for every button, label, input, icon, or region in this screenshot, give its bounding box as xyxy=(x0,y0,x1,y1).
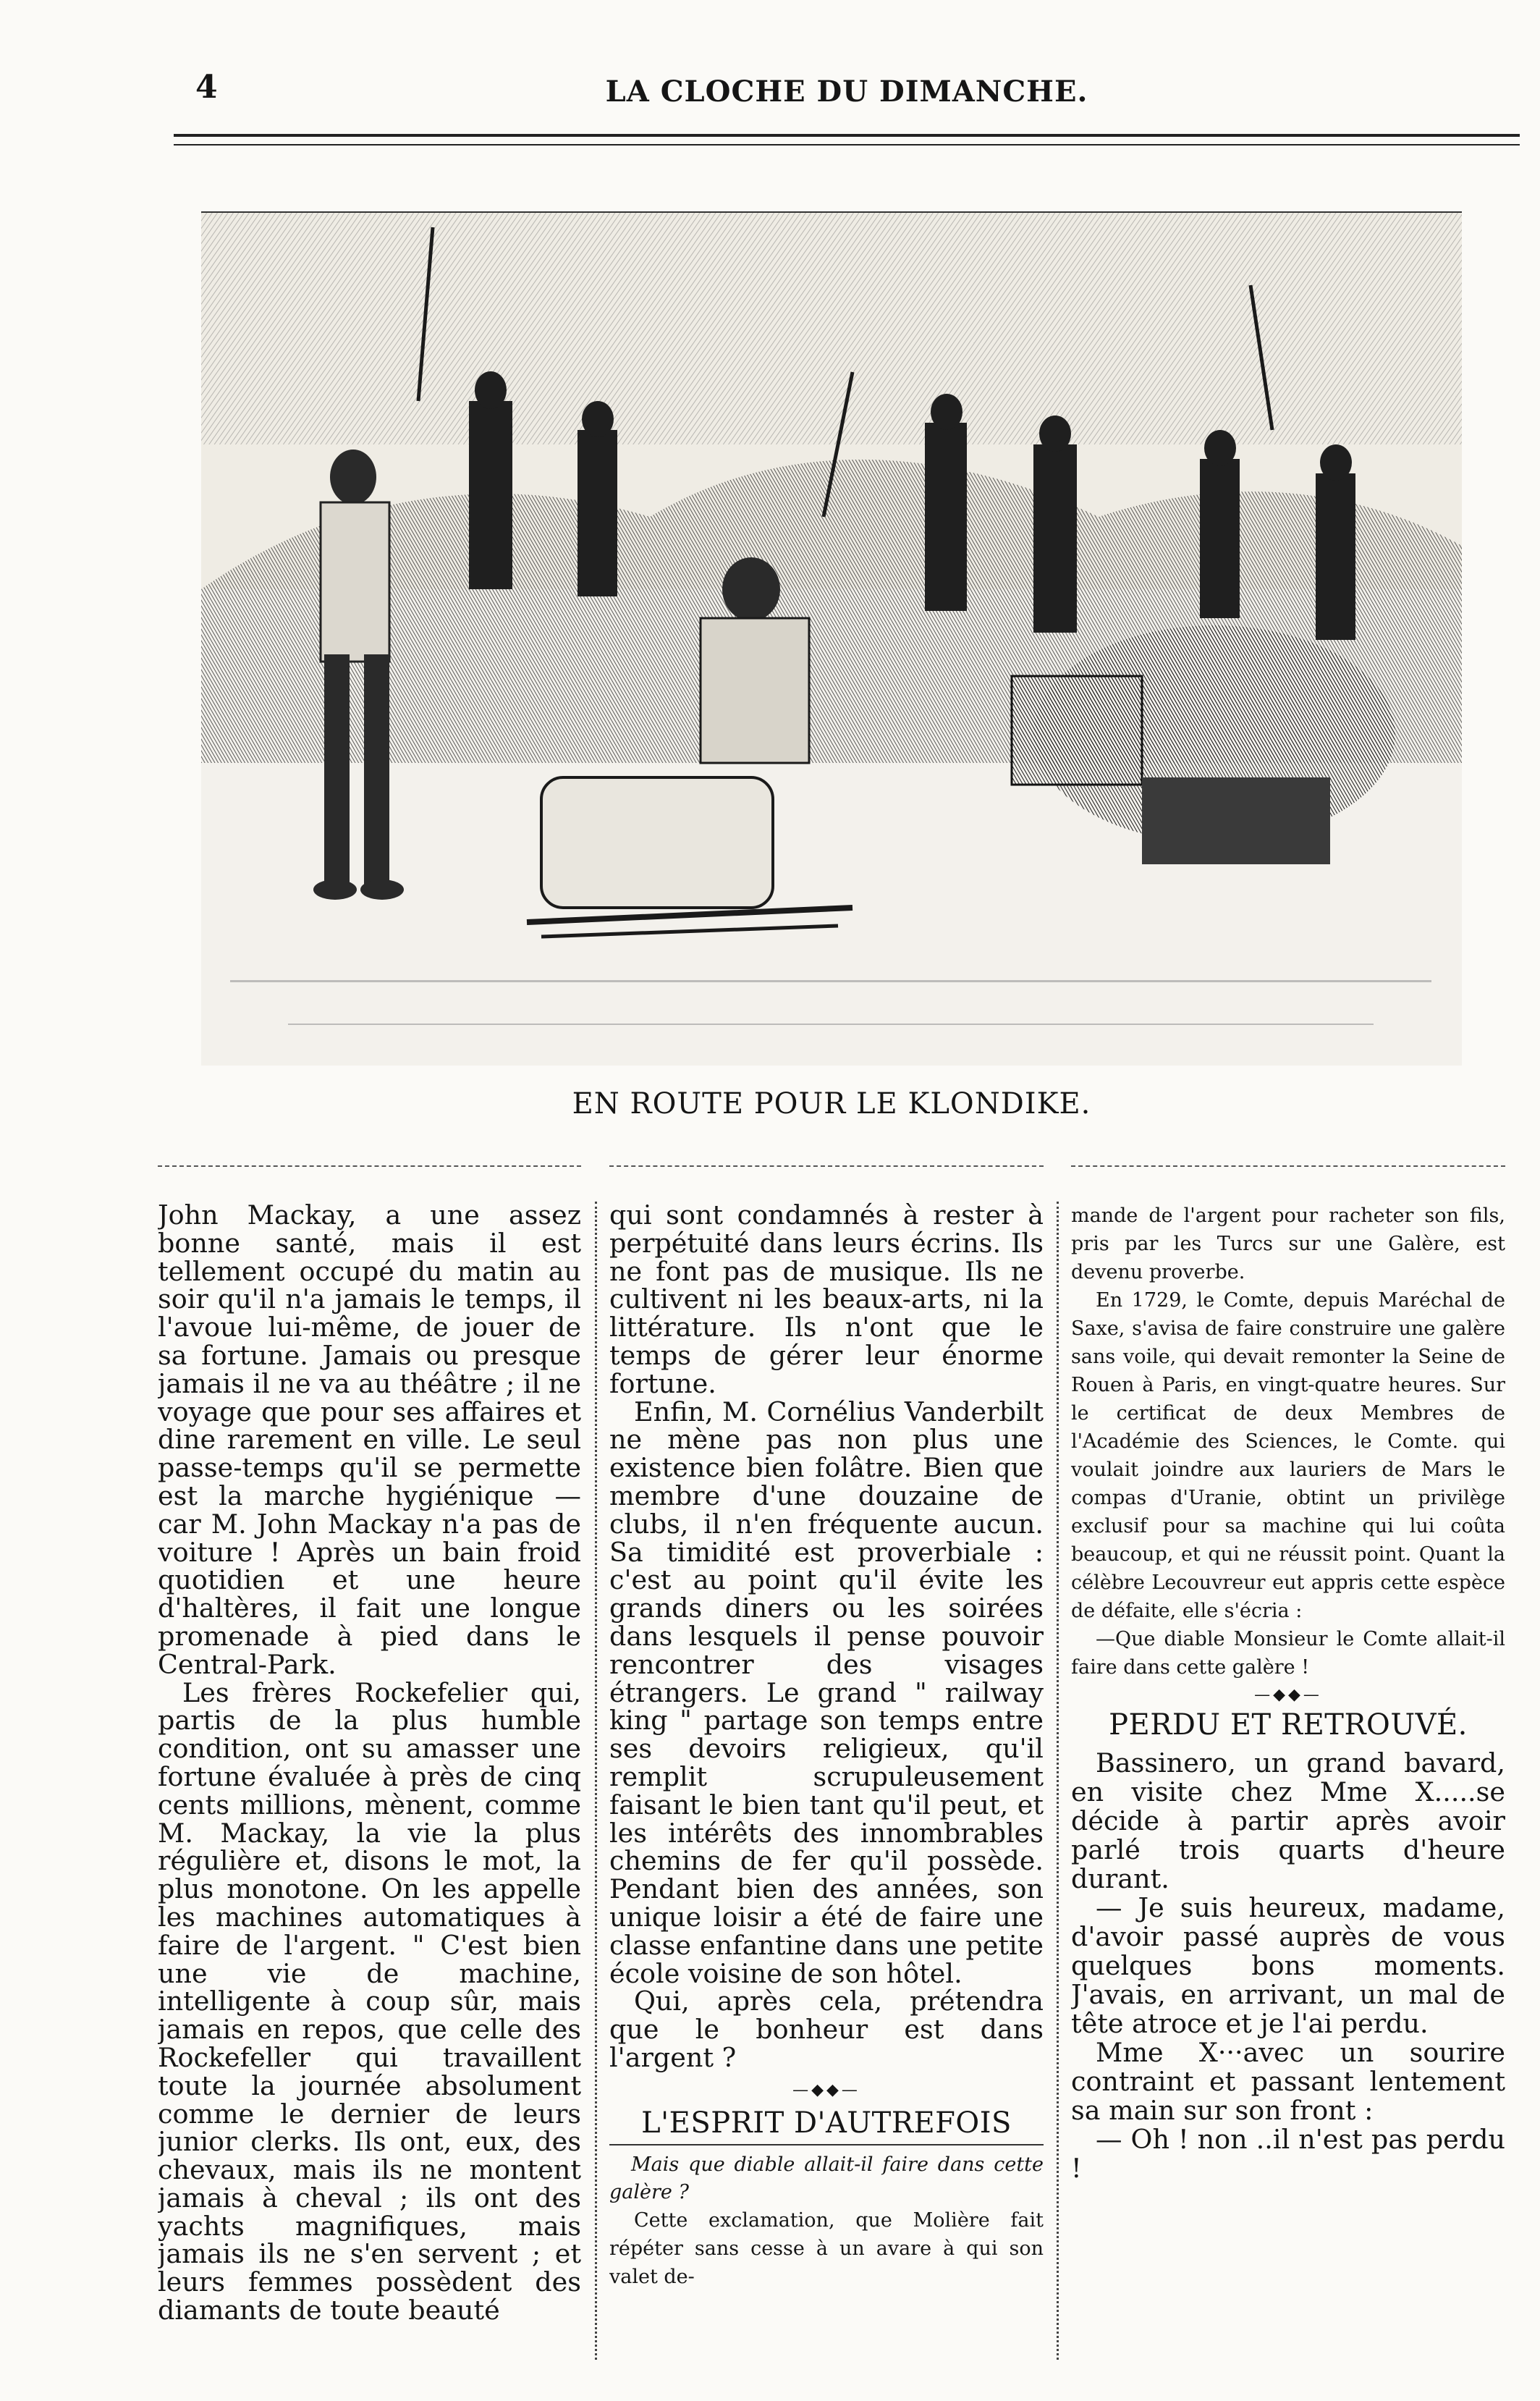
illustration-caption: EN ROUTE POUR LE KLONDIKE. xyxy=(572,1087,1091,1121)
engraving-illustration xyxy=(201,211,1462,1066)
column-middle xyxy=(609,1202,1044,2360)
section-title: PERDU ET RETROUVÉ. xyxy=(1109,1708,1468,1742)
page-header xyxy=(185,69,1509,112)
article-paragraph: qui sont condamnés à rester à perpétuité dans leurs écrins. Ils ne font pas de musique. Ils ne cultivent ni les beaux-arts, ni la littérature. Ils n'ont que le temps de gérer leur énorme fortune. xyxy=(609,1202,1044,1399)
article-paragraph: John Mackay, a une assez bonne santé, mais il est tellement occupé du matin au soir qu'il n'a jamais le temps, il l'avoue lui-même, de jouer de sa fortune. Jamais ou presque jamais il ne va au théâtre ; il ne voyage que pour ses affaires et dine rarement en ville. Le seul passe-temps qu'il se permette est la marche hygiénique — car M. John Mackay n'a pas de voiture ! Après un bain froid quotidien et une heure d'haltères, il fait une longue promenade à pied dans le Central-Park. xyxy=(158,1202,581,1680)
page-number: 4 xyxy=(195,69,218,106)
column-right xyxy=(1071,1202,1505,2360)
engraving-image xyxy=(201,213,1462,1066)
article-paragraph: En 1729, le Comte, depuis Maréchal de Saxe, s'avisa de faire construire une galère sans voile, qui devait remonter la Seine de Rouen à Paris, en vingt-quatre heures. Sur le certificat de deux Membres de l'Académie des Sciences, le Comte. qui voulait joindre aux lauriers de Mars le compas d'Uranie, obtint un privilège exclusif pour sa machine qui lui coûta beaucoup, et qui ne réussit point. Quant la célèbre Lecouvreur eut appris cette espèce de défaite, elle s'écria : xyxy=(1071,1289,1505,1622)
article-paragraph: — Oh ! non ..il n'est pas perdu ! xyxy=(1071,2124,1505,2184)
article-paragraph: — Je suis heureux, madame, d'avoir passé auprès de vous quelques bons moments. J'avais, en arrivant, un mal de tête atroce et je l'ai perdu. xyxy=(1071,1892,1505,2039)
article-paragraph: —Que diable Monsieur le Comte allait-il faire dans cette galère ! xyxy=(1071,1628,1505,1679)
ornament-divider: —◆◆— xyxy=(792,2080,860,2099)
column-left xyxy=(158,1202,581,2360)
column-divider-rule xyxy=(158,1165,581,1167)
column-divider-rule xyxy=(609,1165,1044,1167)
article-paragraph: Enfin, M. Cornélius Vanderbilt ne mène pas non plus une existence bien folâtre. Bien que membre d'une douzaine de clubs, il n'en fréquente aucun. Sa timidité est proverbiale : c'est au point qu'il évite les grands diners ou les soirées dans lesquels il pense pouvoir rencontrer des visages étrangers. Le grand " railway king " partage son temps entre ses devoirs religieux, qu'il remplit scrupuleusement faisant le bien tant qu'il peut, et les intérêts des innombrables chemins de fer qu'il possède. Pendant bien des années, son unique loisir a été de faire une classe enfantine dans une petite école voisine de son hôtel. xyxy=(609,1396,1044,1989)
section-rule xyxy=(609,2144,1044,2145)
epigraph: Mais que diable allait-il faire dans cette galère ? xyxy=(609,2153,1044,2204)
article-paragraph: Qui, après cela, prétendra que le bonheur est dans l'argent ? xyxy=(609,1986,1044,2073)
section-title: L'ESPRIT D'AUTREFOIS xyxy=(641,2106,1012,2140)
article-paragraph: mande de l'argent pour racheter son fils, pris par les Turcs sur une Galère, est devenu proverbe. xyxy=(1071,1204,1505,1283)
header-rule xyxy=(174,134,1520,145)
column-separator xyxy=(1057,1202,1059,2360)
article-paragraph: Les frères Rockefelier qui, partis de la plus humble condition, ont su amasser une fortune évaluée à près de cinq cents millions, mènent, comme M. Mackay, la vie la plus régulière et, disons le mot, la plus monotone. On les appelle les machines automatiques à faire de l'argent. " C'est bien une vie de machine, intelligente à coup sûr, mais jamais en repos, que celle des Rockefeller qui travaillent toute la journée absolument comme le dernier de leurs junior clerks. Ils ont, eux, des chevaux, mais ils ne montent jamais à cheval ; ils ont des yachts magnifiques, mais jamais ils ne s'en servent ; et leurs femmes possèdent des diamants de toute beauté xyxy=(158,1676,581,2326)
journal-title: LA CLOCHE DU DIMANCHE. xyxy=(605,75,1088,109)
article-paragraph: Bassinero, un grand bavard, en visite chez Mme X.....se décide à partir après avoir parlé trois quarts d'heure durant. xyxy=(1071,1747,1505,1894)
article-paragraph: Cette exclamation, que Molière fait répéter sans cesse à un avare à qui son valet de- xyxy=(609,2209,1044,2289)
article-paragraph: Mme X···avec un sourire contraint et passant lentement sa main sur son front : xyxy=(1071,2037,1505,2126)
column-separator xyxy=(595,1202,597,2360)
ornament-divider: —◆◆— xyxy=(1254,1686,1322,1704)
column-divider-rule xyxy=(1071,1165,1505,1167)
